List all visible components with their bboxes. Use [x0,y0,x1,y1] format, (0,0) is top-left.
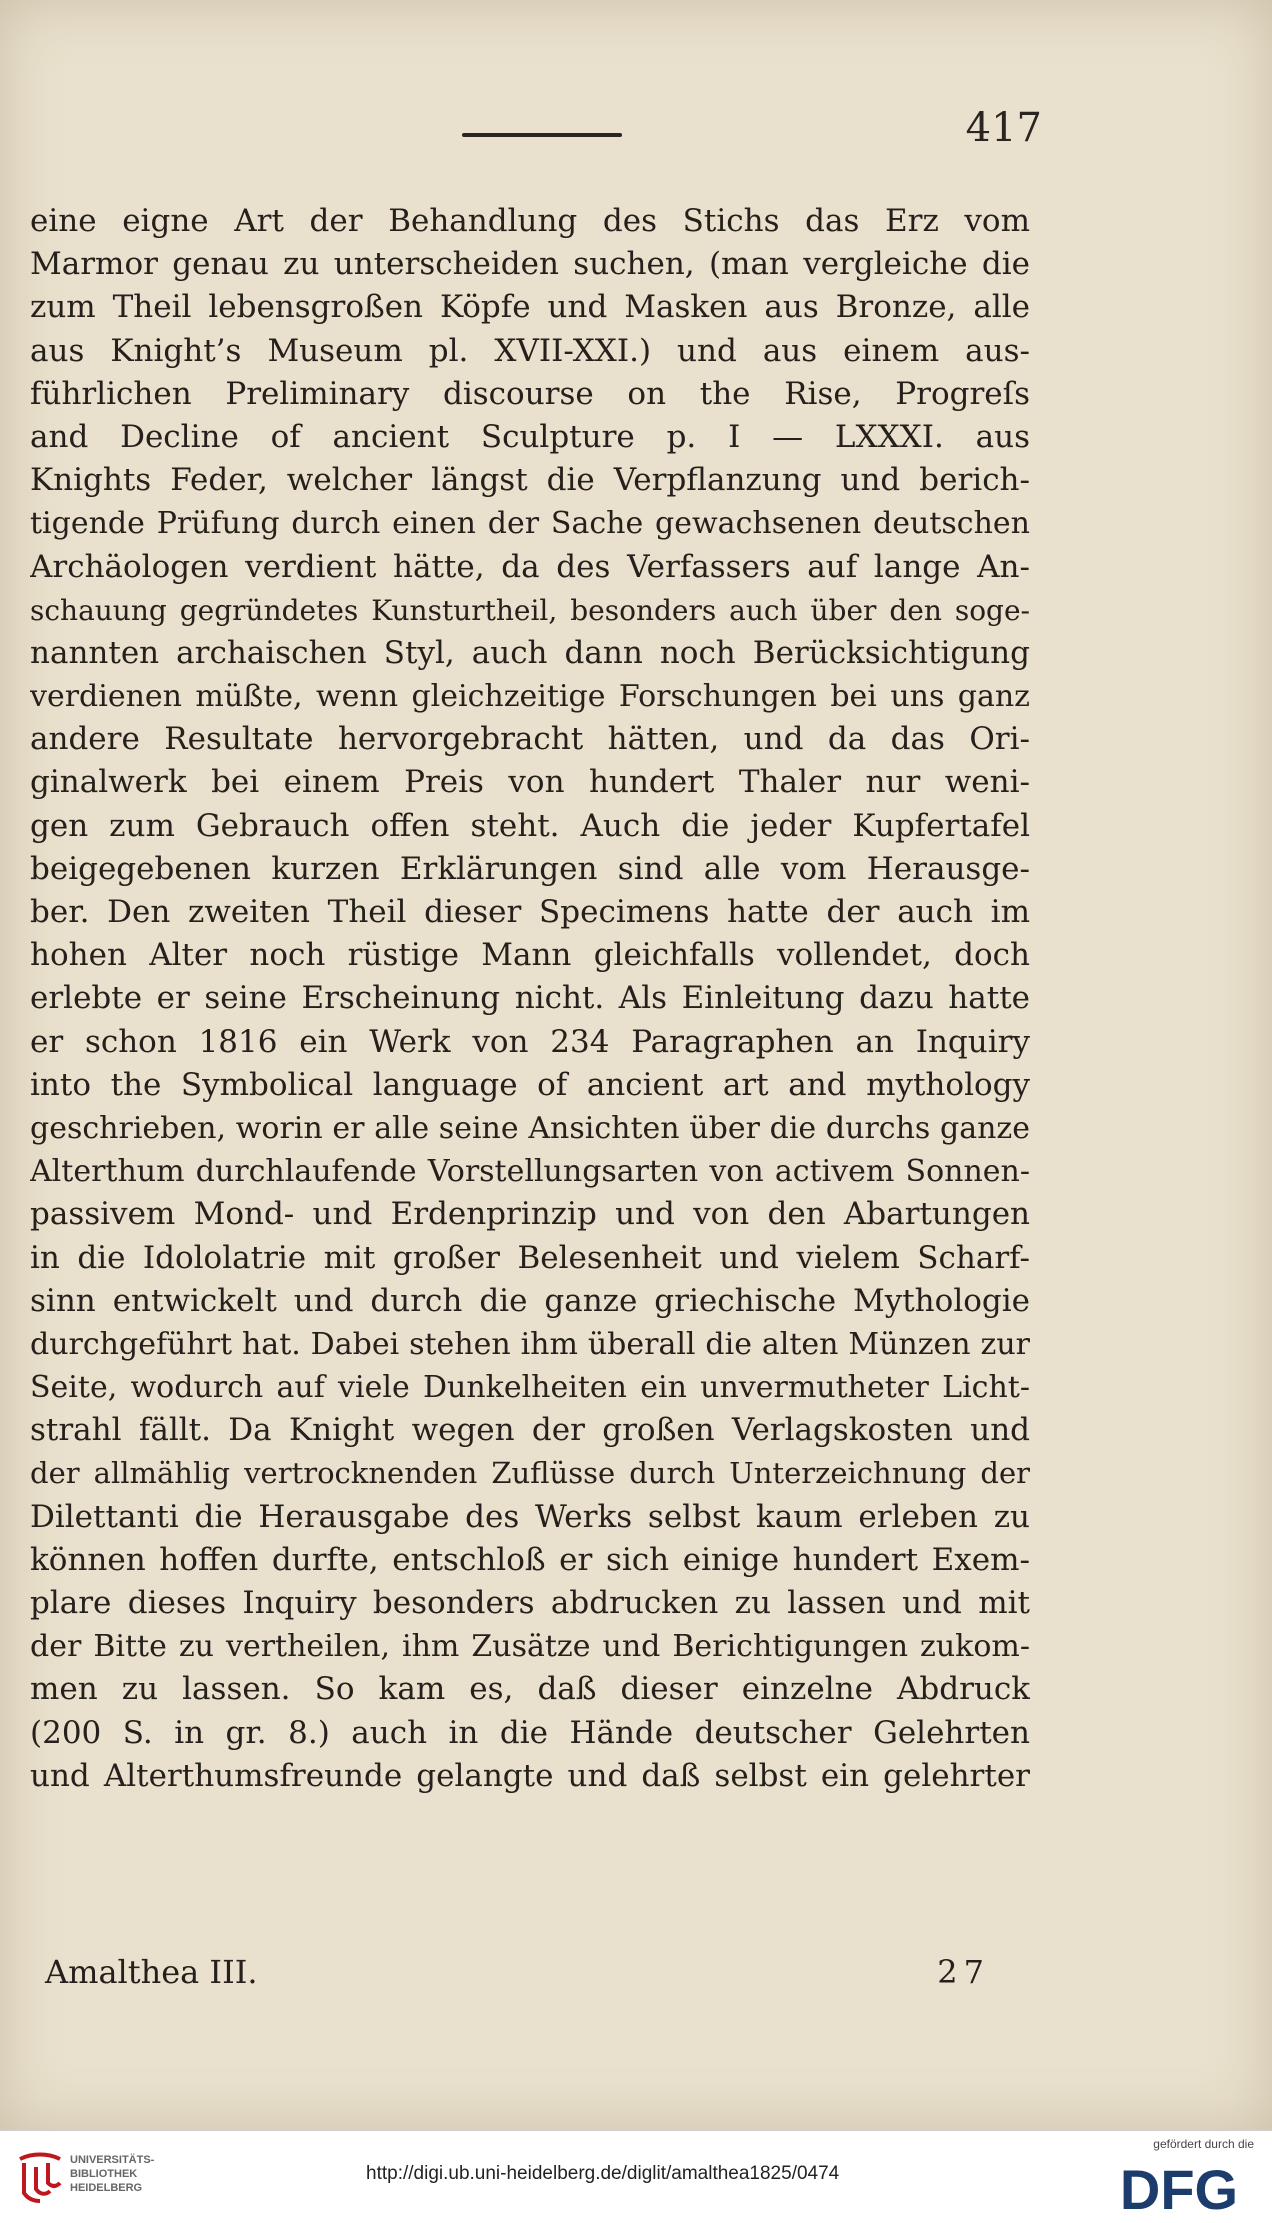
body-text [30,200,1030,1798]
header-rule [462,133,622,137]
signature-mark: Amalthea III. [45,1953,258,1991]
library-name-line: BIBLIOTHEK [70,2168,138,2180]
text-line: ber. Den zweiten Theil dieser Specimens hatte der auch im [30,894,1030,930]
funder-note: gefördert durch die [1153,2137,1254,2151]
text-line: ginalwerk bei einem Preis von hundert Thaler nur weni- [30,764,1030,801]
text-line: und Alterthumsfreunde gelangte und daß selbst ein gelehrter [30,1757,1030,1794]
text-line: and Decline of ancient Sculpture p. I — LXXXI. aus [30,418,1030,455]
text-line: eine eigne Art der Behandlung des Stichs das Erz vom [30,203,1030,239]
library-logo-mark-icon [14,2149,66,2205]
text-line: können hoffen durfte, entschloß er sich einige hundert Exem- [30,1541,1030,1578]
text-line: sinn entwickelt und durch die ganze griechische Mythologie [30,1282,1030,1319]
text-line: zum Theil lebensgroßen Köpfe und Masken aus Bronze, alle [30,289,1030,326]
permalink-url[interactable]: http://digi.ub.uni-heidelberg.de/diglit/amalthea1825/0474 [366,2163,840,2184]
text-line: führlichen Preliminary discourse on the Rise, Progreſs [30,375,1030,412]
page-number: 417 [965,105,1042,151]
text-line: tigende Prüfung durch einen der Sache gewachsenen deutschen [30,506,1030,542]
text-line: in die Idololatrie mit großer Belesenheit und vielem Scharf- [30,1239,1030,1276]
text-line: men zu lassen. So kam es, daß dieser einzelne Abdruck [30,1671,1030,1708]
text-line: geschrieben, worin er alle seine Ansichten über die durchs ganze [30,1110,1030,1146]
text-line: durchgeführt hat. Dabei stehen ihm überall die alten Münzen zur [30,1326,1030,1362]
text-line: (200 S. in gr. 8.) auch in die Hände deutscher Gelehrten [30,1714,1030,1751]
text-line: Archäologen verdient hätte, da des Verfassers auf lange An- [30,548,1030,585]
text-line: into the Symbolical language of ancient art and mythology [30,1066,1030,1103]
library-name-line: HEIDELBERG [70,2182,143,2194]
text-line: schauung gegründetes Kunsturtheil, besonders auch über den soge- [30,593,1030,627]
text-line: er schon 1816 ein Werk von 234 Paragraphen an Inquiry [30,1023,1030,1060]
page-footer [45,1950,990,1994]
library-logo[interactable] [14,2147,168,2209]
text-line: beigegebenen kurzen Erklärungen sind alle vom Herausge- [30,850,1030,887]
text-line: Dilettanti die Herausgabe des Werks selbst kaum erleben zu [30,1498,1030,1535]
text-line: erlebte er seine Erscheinung nicht. Als Einleitung dazu hatte [30,980,1030,1017]
text-line: der Bitte zu vertheilen, ihm Zusätze und Berichtigungen zukom- [30,1629,1030,1665]
text-line: nannten archaischen Styl, auch dann noch Berücksichtigung [30,634,1030,671]
text-line: hohen Alter noch rüstige Mann gleichfalls vollendet, doch [30,937,1030,974]
text-line: plare dieses Inquiry besonders abdrucken zu lassen und mit [30,1585,1030,1621]
library-name [70,2153,154,2195]
dfg-logo-text: DFG [1119,2158,1239,2217]
sheet-number: 27 [937,1953,990,1991]
dfg-logo-icon[interactable] [1104,2157,1254,2217]
text-line: andere Resultate hervorgebracht hätten, und da das Ori- [30,721,1030,758]
text-line: verdienen müßte, wenn gleichzeitige Forschungen bei uns ganz [30,679,1030,715]
viewer-footer-bar [0,2130,1272,2223]
text-line: strahl fällt. Da Knight wegen der großen Verlagskosten und [30,1412,1030,1449]
text-line: Alterthum durchlaufende Vorstellungsarten von activem Sonnen- [30,1154,1030,1190]
text-line: der allmählig vertrocknenden Zuflüsse durch Unterzeichnung der [30,1456,1030,1491]
text-line: passivem Mond- und Erdenprinzip und von den Abartungen [30,1196,1030,1233]
text-line: Marmor genau zu unterscheiden suchen, (man vergleiche die [30,246,1030,283]
text-line: aus Knight’s Museum pl. XVII-XXI.) und aus einem aus- [30,332,1030,369]
text-line: Seite, wodurch auf viele Dunkelheiten ein unvermutheter Licht- [30,1370,1030,1406]
text-line: Knights Feder, welcher längst die Verpflanzung und berich- [30,462,1030,499]
library-name-line: UNIVERSITÄTS- [70,2154,155,2166]
text-line: gen zum Gebrauch offen steht. Auch die jeder Kupfertafel [30,807,1030,844]
